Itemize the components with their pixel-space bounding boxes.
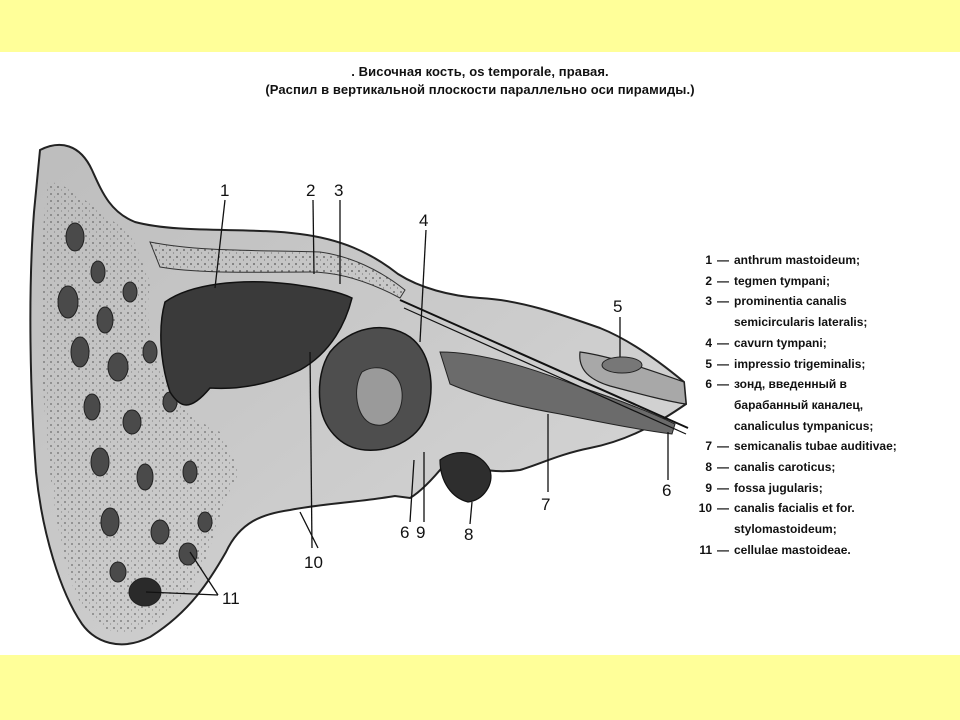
legend-number: 8 — [705, 460, 712, 475]
ossicle-shape — [357, 368, 403, 426]
legend-number: 5 — [705, 356, 712, 371]
legend-number: 9 — [705, 480, 712, 495]
callout-1: 1 — [220, 181, 230, 200]
legend-item-1 — [690, 250, 952, 271]
legend-dash: — — [717, 542, 729, 557]
legend-text: cellulae mastoideae. — [734, 542, 851, 557]
legend-continuation: semicircularis lateralis; — [734, 315, 868, 330]
legend-continuation: stylomastoideum; — [734, 522, 837, 537]
legend-item-8 — [690, 457, 952, 478]
legend — [690, 250, 952, 561]
legend-dash: — — [717, 356, 729, 371]
legend-dash: — — [717, 253, 729, 267]
trigeminal-impression — [602, 357, 642, 373]
callout-6-right: 6 — [662, 481, 672, 500]
legend-dash: — — [717, 273, 729, 288]
legend-text: impressio trigeminalis; — [734, 356, 866, 371]
legend-number: 2 — [705, 273, 712, 288]
callout-7: 7 — [541, 495, 551, 514]
callout-5: 5 — [613, 297, 623, 316]
legend-item-2 — [690, 271, 952, 292]
legend-text: canalis caroticus; — [734, 460, 836, 475]
legend-continuation: canaliculus tympanicus; — [734, 418, 874, 433]
slide — [0, 52, 960, 655]
callout-3: 3 — [334, 181, 344, 200]
legend-continuation: барабанный каналец, — [734, 397, 864, 412]
legend-dash: — — [717, 460, 729, 475]
figure-title: . Височная кость, os temporale, правая. — [351, 64, 609, 79]
legend-dash: — — [717, 480, 729, 495]
legend-text: prominentia canalis — [734, 294, 847, 309]
legend-number: 3 — [705, 294, 712, 309]
callout-11: 11 — [222, 589, 240, 608]
legend-dash: — — [717, 294, 729, 309]
callout-2: 2 — [306, 181, 316, 200]
carotid-canal — [440, 453, 491, 502]
legend-text: fossa jugularis; — [734, 480, 823, 495]
legend-number: 6 — [705, 377, 712, 392]
legend-dash: — — [717, 377, 729, 392]
legend-text: зонд, введенный в — [734, 377, 847, 392]
legend-dash: — — [717, 439, 729, 454]
legend-item-5 — [690, 354, 952, 375]
legend-dash: — — [717, 335, 729, 350]
callout-10: 10 — [304, 553, 323, 572]
callout-9: 9 — [416, 523, 426, 542]
callout-4: 4 — [419, 211, 429, 230]
legend-item-3 — [690, 291, 952, 312]
legend-number: 7 — [705, 439, 712, 454]
bottom-band — [0, 655, 960, 720]
legend-item-6 — [690, 374, 952, 395]
legend-text: cavurn tympani; — [734, 335, 827, 350]
legend-item-9 — [690, 478, 952, 499]
figure-subtitle: (Распил в вертикальной плоскости параллельно оси пирамиды.) — [265, 82, 695, 97]
callout-6-bottom: 6 — [400, 523, 410, 542]
legend-text: tegmen tympani; — [734, 273, 831, 288]
legend-text: anthrum mastoideum; — [734, 253, 861, 267]
legend-number: 10 — [698, 501, 712, 516]
legend-item-11 — [690, 540, 952, 561]
legend-text: canalis facialis et for. — [734, 501, 855, 516]
legend-number: 4 — [705, 335, 712, 350]
legend-item-4 — [690, 333, 952, 354]
top-band — [0, 0, 960, 52]
callout-8: 8 — [464, 525, 474, 544]
legend-number: 11 — [699, 542, 712, 557]
legend-text: semicanalis tubae auditivae; — [734, 439, 897, 454]
legend-item-7 — [690, 436, 952, 457]
legend-item-10 — [690, 498, 952, 519]
legend-dash: — — [717, 501, 729, 516]
legend-number: 1 — [705, 253, 712, 267]
